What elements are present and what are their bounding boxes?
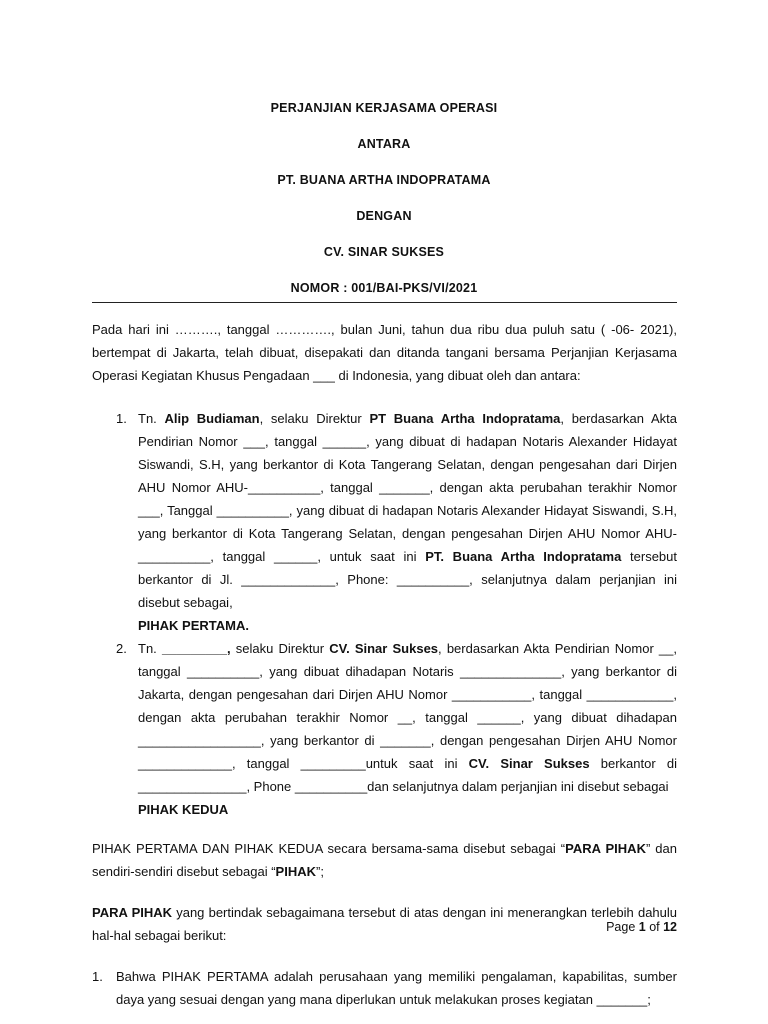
party-company: PT. Buana Artha Indopratama: [425, 549, 622, 564]
party-text: , selaku Direktur: [259, 411, 370, 426]
page-total: 12: [663, 920, 677, 934]
title-second-party: CV. SINAR SUKSES: [323, 245, 445, 259]
party-text: , berdasarkan Akta Pendirian Nomor ___, tanggal ______, yang dibuat di hadapan Notaris Alexander Hidayat Siswandi, S.H, yang berkantor di Kota Tangerang Selatan, dengan pengesahan dari Dirjen AHU Nomor AHU-__________, tanggal _______, dengan akta perubahan terakhir Nomor ___, Tanggal __________, yang dibuat di hadapan Notaris Alexander Hidayat Siswandi, S.H, yang berkantor di Kota Tangerang Selatan, dengan pengesahan Dirjen AHU Nomor AHU-__________, tanggal ______, untuk saat ini: [138, 411, 677, 564]
para-pihak-paragraph: [92, 837, 677, 883]
title-agreement: PERJANJIAN KERJASAMA OPERASI: [270, 101, 498, 115]
party-item-second: [92, 637, 677, 821]
party-company: CV. Sinar Sukses: [329, 641, 439, 656]
party-company: CV. Sinar Sukses: [468, 756, 590, 771]
spacer: [92, 821, 677, 837]
party-text: tersebut berkantor di Jl. _____________, Phone: __________, selanjutnya dalam perjanjian ini disebut sebagai,: [138, 549, 677, 610]
party-item-first: [92, 407, 677, 637]
para-text: yang bertindak sebagaimana tersebut di atas dengan ini menerangkan terlebih dahulu hal-hal sebagai berikut:: [92, 905, 677, 943]
party-label: PIHAK KEDUA: [138, 802, 229, 817]
page-of-label: of: [645, 920, 664, 934]
page-number: 1: [638, 920, 646, 934]
party-name: _________,: [161, 641, 231, 656]
list-item: [92, 965, 677, 1011]
party-text: selaku Direktur: [230, 641, 330, 656]
intro-paragraph: Pada hari ini ………., tanggal …………., bulan Juni, tahun dua ribu dua puluh satu ( -06- 2021), bertempat di Jakarta, telah dibuat, disepakati dan ditanda tangani bersama Perjanjian Kerjasama Operasi Kegiatan Khusus Pengadaan ___ di Indonesia, yang dibuat oleh dan antara:: [92, 322, 677, 383]
list-item-text: Bahwa PIHAK PERTAMA adalah perusahaan yang memiliki pengalaman, kapabilitas, sumber daya yang sesuai dengan yang mana diperlukan untuk melakukan proses kegiatan _______;: [116, 969, 677, 1007]
page-footer: [606, 920, 677, 934]
parties-list: [92, 407, 677, 821]
title-between: ANTARA: [357, 137, 411, 151]
title-divider: [92, 302, 677, 303]
party-text: , berdasarkan Akta Pendirian Nomor __, tanggal __________, yang dibuat dihadapan Notaris ______________, yang berkantor di Jakarta, dengan pengesahan dari Dirjen AHU Nomor ___________, tanggal ____________, dengan akta perubahan terakhir Nomor __, tanggal ______, yang dibuat dihadapan _________________, yang berkantor di _______, dengan pengesahan Dirjen AHU Nomor _____________, tanggal _________untuk saat ini: [138, 641, 678, 771]
title-number: NOMOR : 001/BAI-PKS/VI/2021: [290, 281, 478, 295]
list-number: 1.: [116, 411, 127, 426]
recitals-list: [92, 965, 677, 1011]
list-number: 1.: [92, 969, 103, 984]
party-text: Tn.: [138, 411, 165, 426]
para-bold: PARA PIHAK: [92, 905, 173, 920]
party-name: Alip Budiaman: [164, 411, 260, 426]
title-first-party: PT. BUANA ARTHA INDOPRATAMA: [277, 173, 491, 187]
list-number: 2.: [116, 641, 127, 656]
document-title-block: [0, 96, 768, 312]
party-label: PIHAK PERTAMA.: [138, 618, 249, 633]
title-with: DENGAN: [356, 209, 412, 223]
document-body: [92, 318, 677, 1011]
para-bold: PARA PIHAK: [565, 841, 646, 856]
party-company: PT Buana Artha Indopratama: [369, 411, 561, 426]
party-text: berkantor di _______________, Phone __________dan selanjutnya dalam perjanjian ini disebut sebagai: [138, 756, 677, 794]
menerangkan-paragraph: [92, 901, 677, 947]
para-text: ”;: [316, 864, 324, 879]
page-label: Page: [606, 920, 639, 934]
para-text: ” dan sendiri-sendiri disebut sebagai “: [92, 841, 678, 879]
para-bold: PIHAK: [275, 864, 316, 879]
party-text: Tn.: [138, 641, 162, 656]
para-text: PIHAK PERTAMA DAN PIHAK KEDUA secara bersama-sama disebut sebagai “: [92, 841, 566, 856]
